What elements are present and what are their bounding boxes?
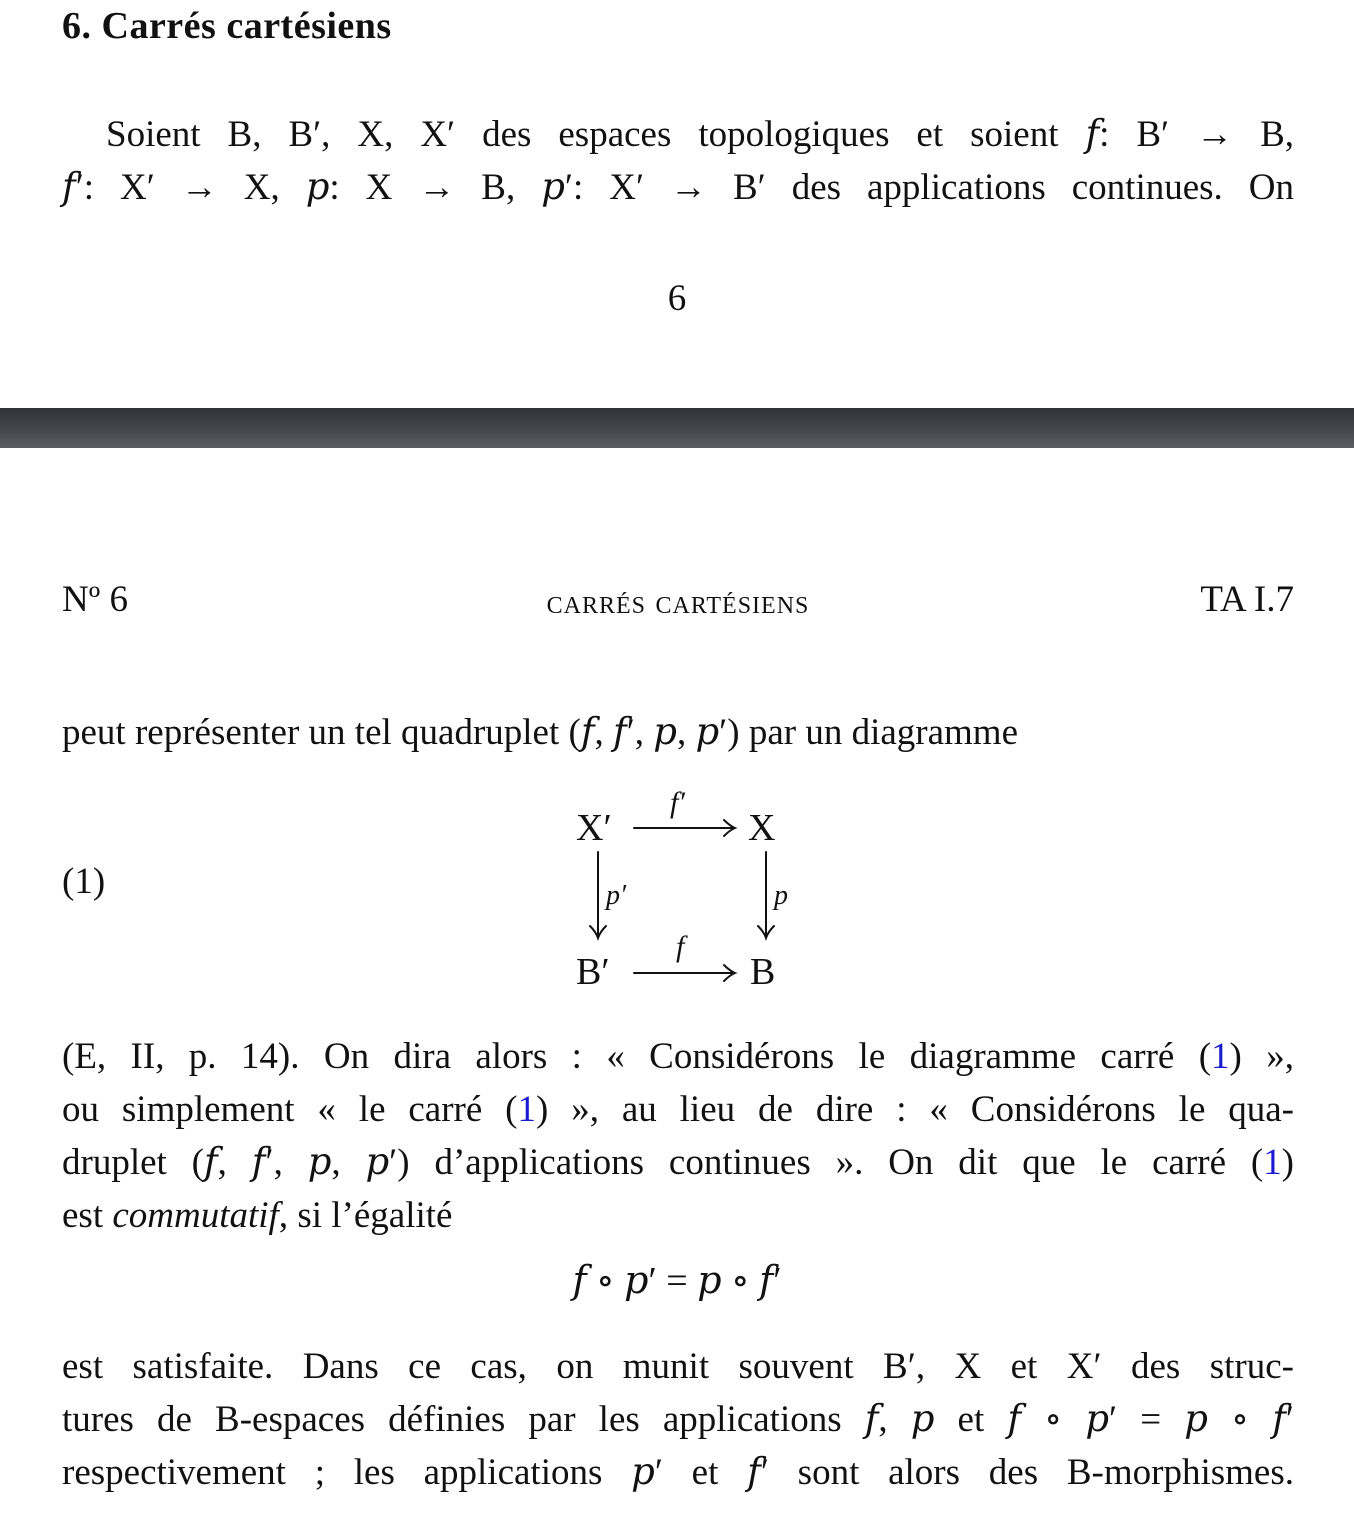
diagram-intro — [62, 706, 1294, 759]
page-number: 6 — [667, 278, 687, 319]
paragraph-line: tures de B-espaces définies par les applications 𝑓, 𝑝 et 𝑓 ∘ 𝑝′ = 𝑝 ∘ 𝑓′ — [62, 1399, 1294, 1440]
definition-paragraph — [62, 1030, 1294, 1242]
commutativity-equation: 𝑓 ∘ 𝑝′ = 𝑝 ∘ 𝑓′ — [572, 1260, 782, 1302]
running-header — [62, 578, 1294, 628]
commutative-square-diagram — [560, 778, 810, 1008]
section-title: 6. Carrés cartésiens — [62, 5, 392, 47]
paragraph-line: peut représenter un tel quadruplet (𝑓, 𝑓′, 𝑝, 𝑝′) par un diagramme — [62, 712, 1019, 753]
equation-ref-link[interactable]: 1 — [1211, 1036, 1230, 1077]
paragraph-line: est commutatif, si l’égalité — [62, 1195, 453, 1236]
paragraph-line: ou simplement « le carré (1) », au lieu de dire : « Considérons le qua- — [62, 1089, 1294, 1130]
equation-ref-link[interactable]: 1 — [1263, 1142, 1282, 1183]
paragraph-line: est satisfaite. Dans ce cas, on munit souvent B′, X et X′ des struc- — [62, 1346, 1294, 1387]
conclusion-paragraph — [62, 1340, 1294, 1499]
arrow-left — [590, 852, 606, 938]
equation-number: (1) — [62, 861, 106, 902]
equation-ref-link[interactable]: 1 — [517, 1089, 536, 1130]
node-bottom-left: B′ — [576, 951, 610, 993]
node-bottom-right: B — [750, 951, 776, 993]
paragraph-line: (E, II, p. 14). On dira alors : « Considérons le diagramme carré (1) », — [62, 1036, 1294, 1077]
arrow-bottom — [634, 965, 735, 981]
paragraph-line: respectivement ; les applications 𝑝′ et 𝑓′ sont alors des B-morphismes. — [62, 1452, 1294, 1493]
label-f-prime: f′ — [670, 786, 685, 819]
node-top-right: X — [748, 807, 776, 849]
paragraph-line: druplet (𝑓, 𝑓′, 𝑝, 𝑝′) d’applications continues ». On dit que le carré (1) — [62, 1142, 1294, 1183]
emphasis-commutatif: commutatif — [112, 1195, 279, 1236]
label-p: p — [774, 880, 788, 911]
header-reference: TA I.7 — [1200, 579, 1294, 620]
header-section-number: Nº 6 — [62, 579, 128, 620]
label-p-prime: p′ — [606, 880, 627, 911]
node-top-left: X′ — [576, 807, 612, 849]
header-title: carrés cartésiens — [546, 584, 810, 621]
intro-paragraph — [62, 108, 1294, 214]
page-separator — [0, 408, 1354, 448]
paragraph-line: Soient B, B′, X, X′ des espaces topologiques et soient 𝑓: B′ → B, — [106, 114, 1294, 155]
arrow-right — [758, 852, 774, 938]
page-bottom — [0, 448, 1354, 1514]
paragraph-line: 𝑓′: X′ → X, 𝑝: X → B, 𝑝′: X′ → B′ des applications continues. On — [62, 167, 1294, 208]
label-f: f — [676, 930, 685, 963]
arrow-top — [634, 820, 735, 836]
page-top — [0, 0, 1354, 408]
